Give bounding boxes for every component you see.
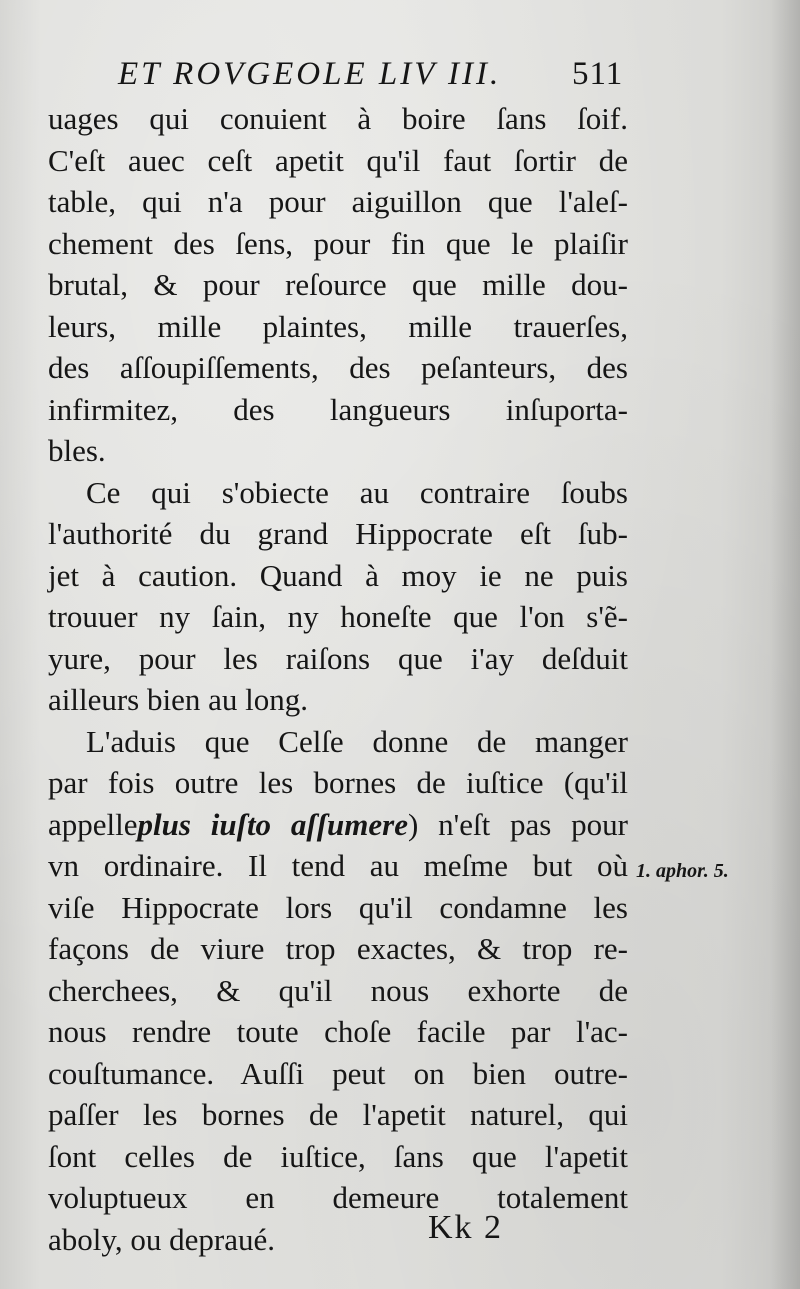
text-line: vn ordinaire. Il tend au meſme but où [48, 848, 628, 883]
text-line: l'authorité du grand Hippocrate eſt ſub- [48, 516, 628, 551]
page-number: 511 [572, 56, 624, 92]
running-title: ET ROVGEOLE LIV III. [118, 56, 502, 92]
text-fragment: ) n'eſt pas pour [407, 806, 628, 842]
text-line: paſſer les bornes de l'apetit naturel, qui [48, 1097, 628, 1132]
text-line: façons de viure trop exactes, & trop re- [48, 931, 628, 966]
text-line: cherchees, & qu'il nous exhorte de [48, 972, 628, 1008]
text-fragment: appelle [48, 806, 138, 842]
text-line: des aſſoupiſſements, des peſanteurs, des [48, 350, 628, 385]
text-line: Ce qui s'obiecte au contraire ſoubs [86, 474, 628, 510]
text-line: chement des ſens, pour fin que le plaiſir [48, 225, 628, 261]
body-text [48, 98, 628, 1260]
text-line: brutal, & pour reſource que mille dou- [48, 267, 628, 302]
text-line: ſont celles de iuſtice, ſans que l'apetit [48, 1138, 628, 1174]
page-edge-shadow [770, 0, 800, 1289]
text-line: bles. [48, 433, 106, 468]
text-line: table, qui n'a pour aiguillon que l'aleſ- [48, 184, 628, 219]
text-line: infirmitez, des langueurs inſuporta- [48, 391, 628, 427]
text-line: yure, pour les raiſons que i'ay deſduit [48, 640, 628, 676]
text-line: leurs, mille plaintes, mille trauerſes, [48, 308, 628, 344]
signature-mark: Kk 2 [428, 1209, 504, 1246]
text-line: jet à caution. Quand à moy ie ne puis [48, 557, 628, 593]
text-line: nous rendre toute choſe facile par l'ac- [48, 1014, 628, 1049]
text-line: voluptueux en demeure totalement [48, 1180, 628, 1215]
text-line: uages qui conuient à boire ſans ſoif. [48, 101, 628, 136]
text-line: aboly, ou depraué. [48, 1221, 275, 1257]
margin-note: 1. aphor. 5. [636, 860, 729, 882]
text-line: trouuer ny ſain, ny honeſte que l'on s'ẽ- [48, 599, 628, 634]
text-line: C'eſt auec ceſt apetit qu'il faut ſortir de [48, 142, 628, 178]
text-line: ailleurs bien au long. [48, 682, 308, 717]
text-line: couſtumance. Auſſi peut on bien outre- [48, 1055, 628, 1091]
text-line: par fois outre les bornes de iuſtice (qu'il [48, 765, 628, 800]
text-line: L'aduis que Celſe donne de manger [86, 723, 628, 759]
text-line-with-latin [48, 804, 628, 846]
latin-phrase: plus iuſto aſſumere [137, 806, 408, 842]
text-line: viſe Hippocrate lors qu'il condamne les [48, 889, 628, 925]
